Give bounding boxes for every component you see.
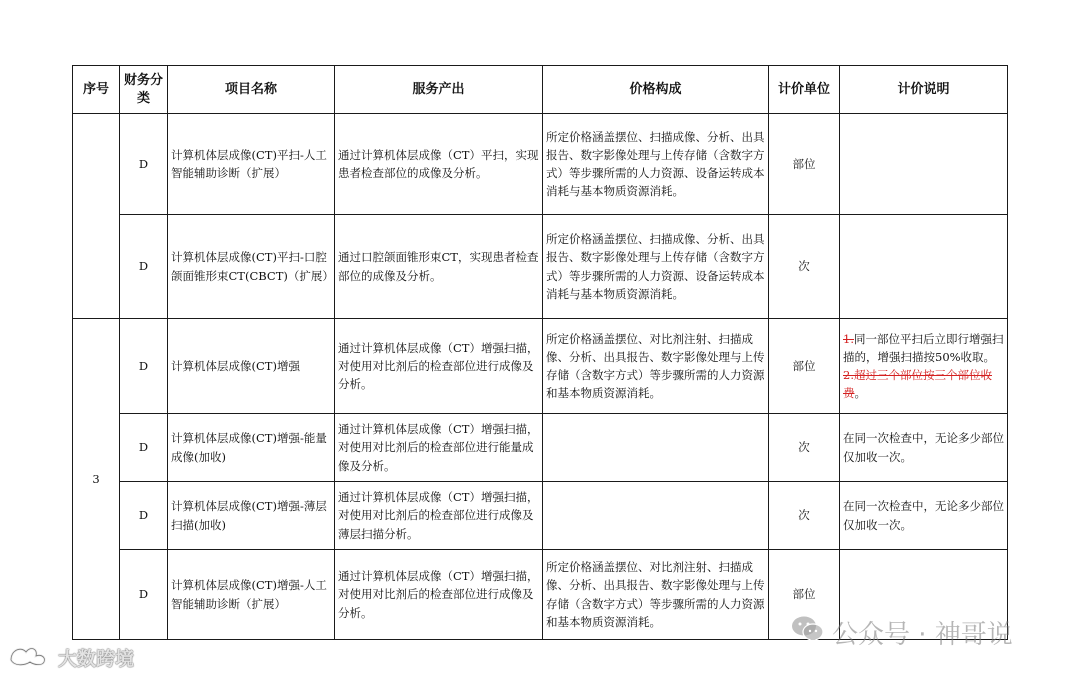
table-row: [73, 114, 1008, 215]
watermark-right-text: 公众号 · 神哥说: [832, 620, 1013, 650]
service-output-cell: 通过计算机体层成像（CT）增强扫描，对使用对比剂后的检查部位进行成像及分析。: [335, 319, 543, 414]
unit-cell: 部位: [769, 550, 840, 640]
category-cell: D: [120, 215, 168, 319]
category-cell: D: [120, 114, 168, 215]
deleted-note-number: 1.: [843, 331, 854, 346]
item-name-cell: 计算机体层成像(CT)增强-人工智能辅助诊断（扩展）: [168, 550, 335, 640]
header-category: 财务分类: [120, 66, 168, 114]
price-note-cell: [840, 319, 1008, 414]
price-note-cell: 在同一次检查中，无论多少部位仅加收一次。: [840, 482, 1008, 550]
header-row: [73, 66, 1008, 114]
price-composition-cell: 所定价格涵盖摆位、扫描成像、分析、出具报告、数字影像处理与上传存储（含数字方式）等步骤所需的人力资源、设备运转成本消耗与基本物质资源消耗。: [543, 215, 769, 319]
table-row: [73, 319, 1008, 414]
service-output-cell: 通过计算机体层成像（CT）平扫，实现患者检查部位的成像及分析。: [335, 114, 543, 215]
category-cell: D: [120, 414, 168, 482]
price-composition-cell: [543, 414, 769, 482]
item-name-cell: 计算机体层成像(CT)增强-薄层扫描(加收): [168, 482, 335, 550]
wechat-icon: [790, 614, 826, 651]
note-main-text: 同一部位平扫后立即行增强扫描的，增强扫描按50%收取。: [843, 331, 1004, 364]
price-composition-cell: 所定价格涵盖摆位、扫描成像、分析、出具报告、数字影像处理与上传存储（含数字方式）等步骤所需的人力资源、设备运转成本消耗与基本物质资源消耗。: [543, 114, 769, 215]
category-cell: D: [120, 550, 168, 640]
pricing-table: [72, 65, 1008, 640]
item-name-cell: 计算机体层成像(CT)平扫-人工智能辅助诊断（扩展）: [168, 114, 335, 215]
price-note-cell: [840, 215, 1008, 319]
service-output-cell: 通过口腔颌面锥形束CT，实现患者检查部位的成像及分析。: [335, 215, 543, 319]
service-output-cell: 通过计算机体层成像（CT）增强扫描，对使用对比剂后的检查部位进行成像及薄层扫描分析。: [335, 482, 543, 550]
price-composition-cell: [543, 482, 769, 550]
item-name-cell: 计算机体层成像(CT)增强-能量成像(加收): [168, 414, 335, 482]
header-price-composition: 价格构成: [543, 66, 769, 114]
header-service-output: 服务产出: [335, 66, 543, 114]
seq-cell: 3: [73, 319, 120, 640]
unit-cell: 部位: [769, 114, 840, 215]
unit-cell: 部位: [769, 319, 840, 414]
unit-cell: 次: [769, 215, 840, 319]
table-row: [73, 482, 1008, 550]
price-note-cell: [840, 114, 1008, 215]
price-note-cell: 在同一次检查中，无论多少部位仅加收一次。: [840, 414, 1008, 482]
item-name-cell: 计算机体层成像(CT)增强: [168, 319, 335, 414]
deleted-note-clause: 2.超过三个部位按三个部位收费: [843, 368, 992, 401]
table-row: [73, 414, 1008, 482]
brand-logo-icon: [8, 642, 54, 673]
item-name-cell: 计算机体层成像(CT)平扫-口腔颌面锥形束CT(CBCT)（扩展）: [168, 215, 335, 319]
header-item-name: 项目名称: [168, 66, 335, 114]
unit-cell: 次: [769, 482, 840, 550]
service-output-cell: 通过计算机体层成像（CT）增强扫描，对使用对比剂后的检查部位进行能量成像及分析。: [335, 414, 543, 482]
unit-cell: 次: [769, 414, 840, 482]
price-composition-cell: 所定价格涵盖摆位、对比剂注射、扫描成像、分析、出具报告、数字影像处理与上传存储（含数字方式）等步骤所需的人力资源和基本物质资源消耗。: [543, 550, 769, 640]
header-unit: 计价单位: [769, 66, 840, 114]
price-composition-cell: 所定价格涵盖摆位、对比剂注射、扫描成像、分析、出具报告、数字影像处理与上传存储（含数字方式）等步骤所需的人力资源和基本物质资源消耗。: [543, 319, 769, 414]
table-row: [73, 215, 1008, 319]
watermark-right: [790, 614, 1013, 651]
seq-cell: [73, 114, 120, 319]
watermark-left-text: 大数跨境: [58, 648, 135, 670]
note-end-punct: 。: [854, 386, 866, 401]
header-price-note: 计价说明: [840, 66, 1008, 114]
header-seq: 序号: [73, 66, 120, 114]
service-output-cell: 通过计算机体层成像（CT）增强扫描，对使用对比剂后的检查部位进行成像及分析。: [335, 550, 543, 640]
category-cell: D: [120, 482, 168, 550]
category-cell: D: [120, 319, 168, 414]
watermark-left: [8, 642, 134, 673]
